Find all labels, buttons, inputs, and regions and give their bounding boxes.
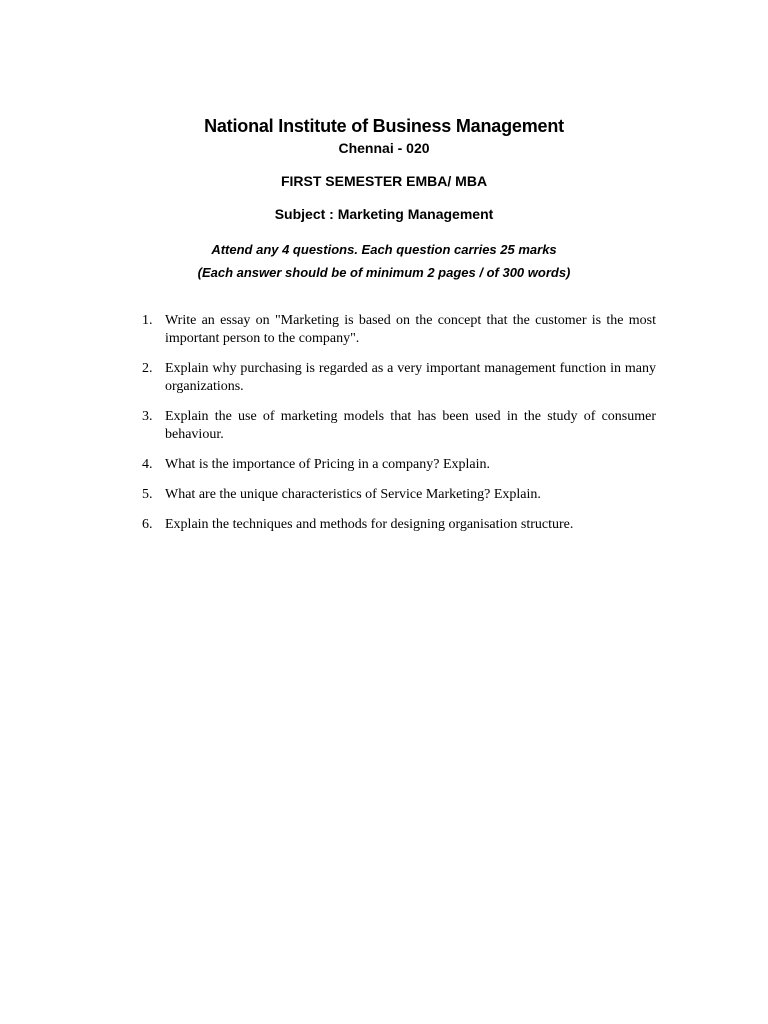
question-number: 1. xyxy=(142,313,153,328)
question-text: Explain the techniques and methods for designing organisation structure. xyxy=(165,517,574,532)
question-number: 5. xyxy=(142,487,153,502)
question-text: Explain why purchasing is regarded as a very important management function in many organizations. xyxy=(165,361,656,394)
question-item-4 xyxy=(140,456,656,474)
institute-location: Chennai - 020 xyxy=(338,140,430,156)
question-item-2 xyxy=(140,360,656,396)
question-item-3 xyxy=(140,408,656,444)
question-item-1 xyxy=(140,312,656,348)
institute-title: National Institute of Business Management xyxy=(204,116,564,136)
question-number: 6. xyxy=(142,517,153,532)
subject-heading: Subject : Marketing Management xyxy=(274,206,494,222)
question-text: Write an essay on "Marketing is based on the concept that the customer is the most important person to the company". xyxy=(165,313,656,346)
semester-heading: FIRST SEMESTER EMBA/ MBA xyxy=(280,173,488,189)
question-text: What is the importance of Pricing in a company? Explain. xyxy=(165,457,491,472)
question-text: Explain the use of marketing models that has been used in the study of consumer behaviour. xyxy=(165,409,656,442)
question-item-5 xyxy=(140,486,656,504)
question-number: 2. xyxy=(142,361,153,376)
instruction-line-1: Attend any 4 questions. Each question carries 25 marks xyxy=(211,242,557,257)
question-number: 3. xyxy=(142,409,153,424)
question-item-6 xyxy=(140,516,656,534)
instruction-line-2: (Each answer should be of minimum 2 pages / of 300 words) xyxy=(197,265,571,280)
question-text: What are the unique characteristics of Service Marketing? Explain. xyxy=(165,487,541,502)
question-number: 4. xyxy=(142,457,153,472)
question-list xyxy=(140,312,656,546)
